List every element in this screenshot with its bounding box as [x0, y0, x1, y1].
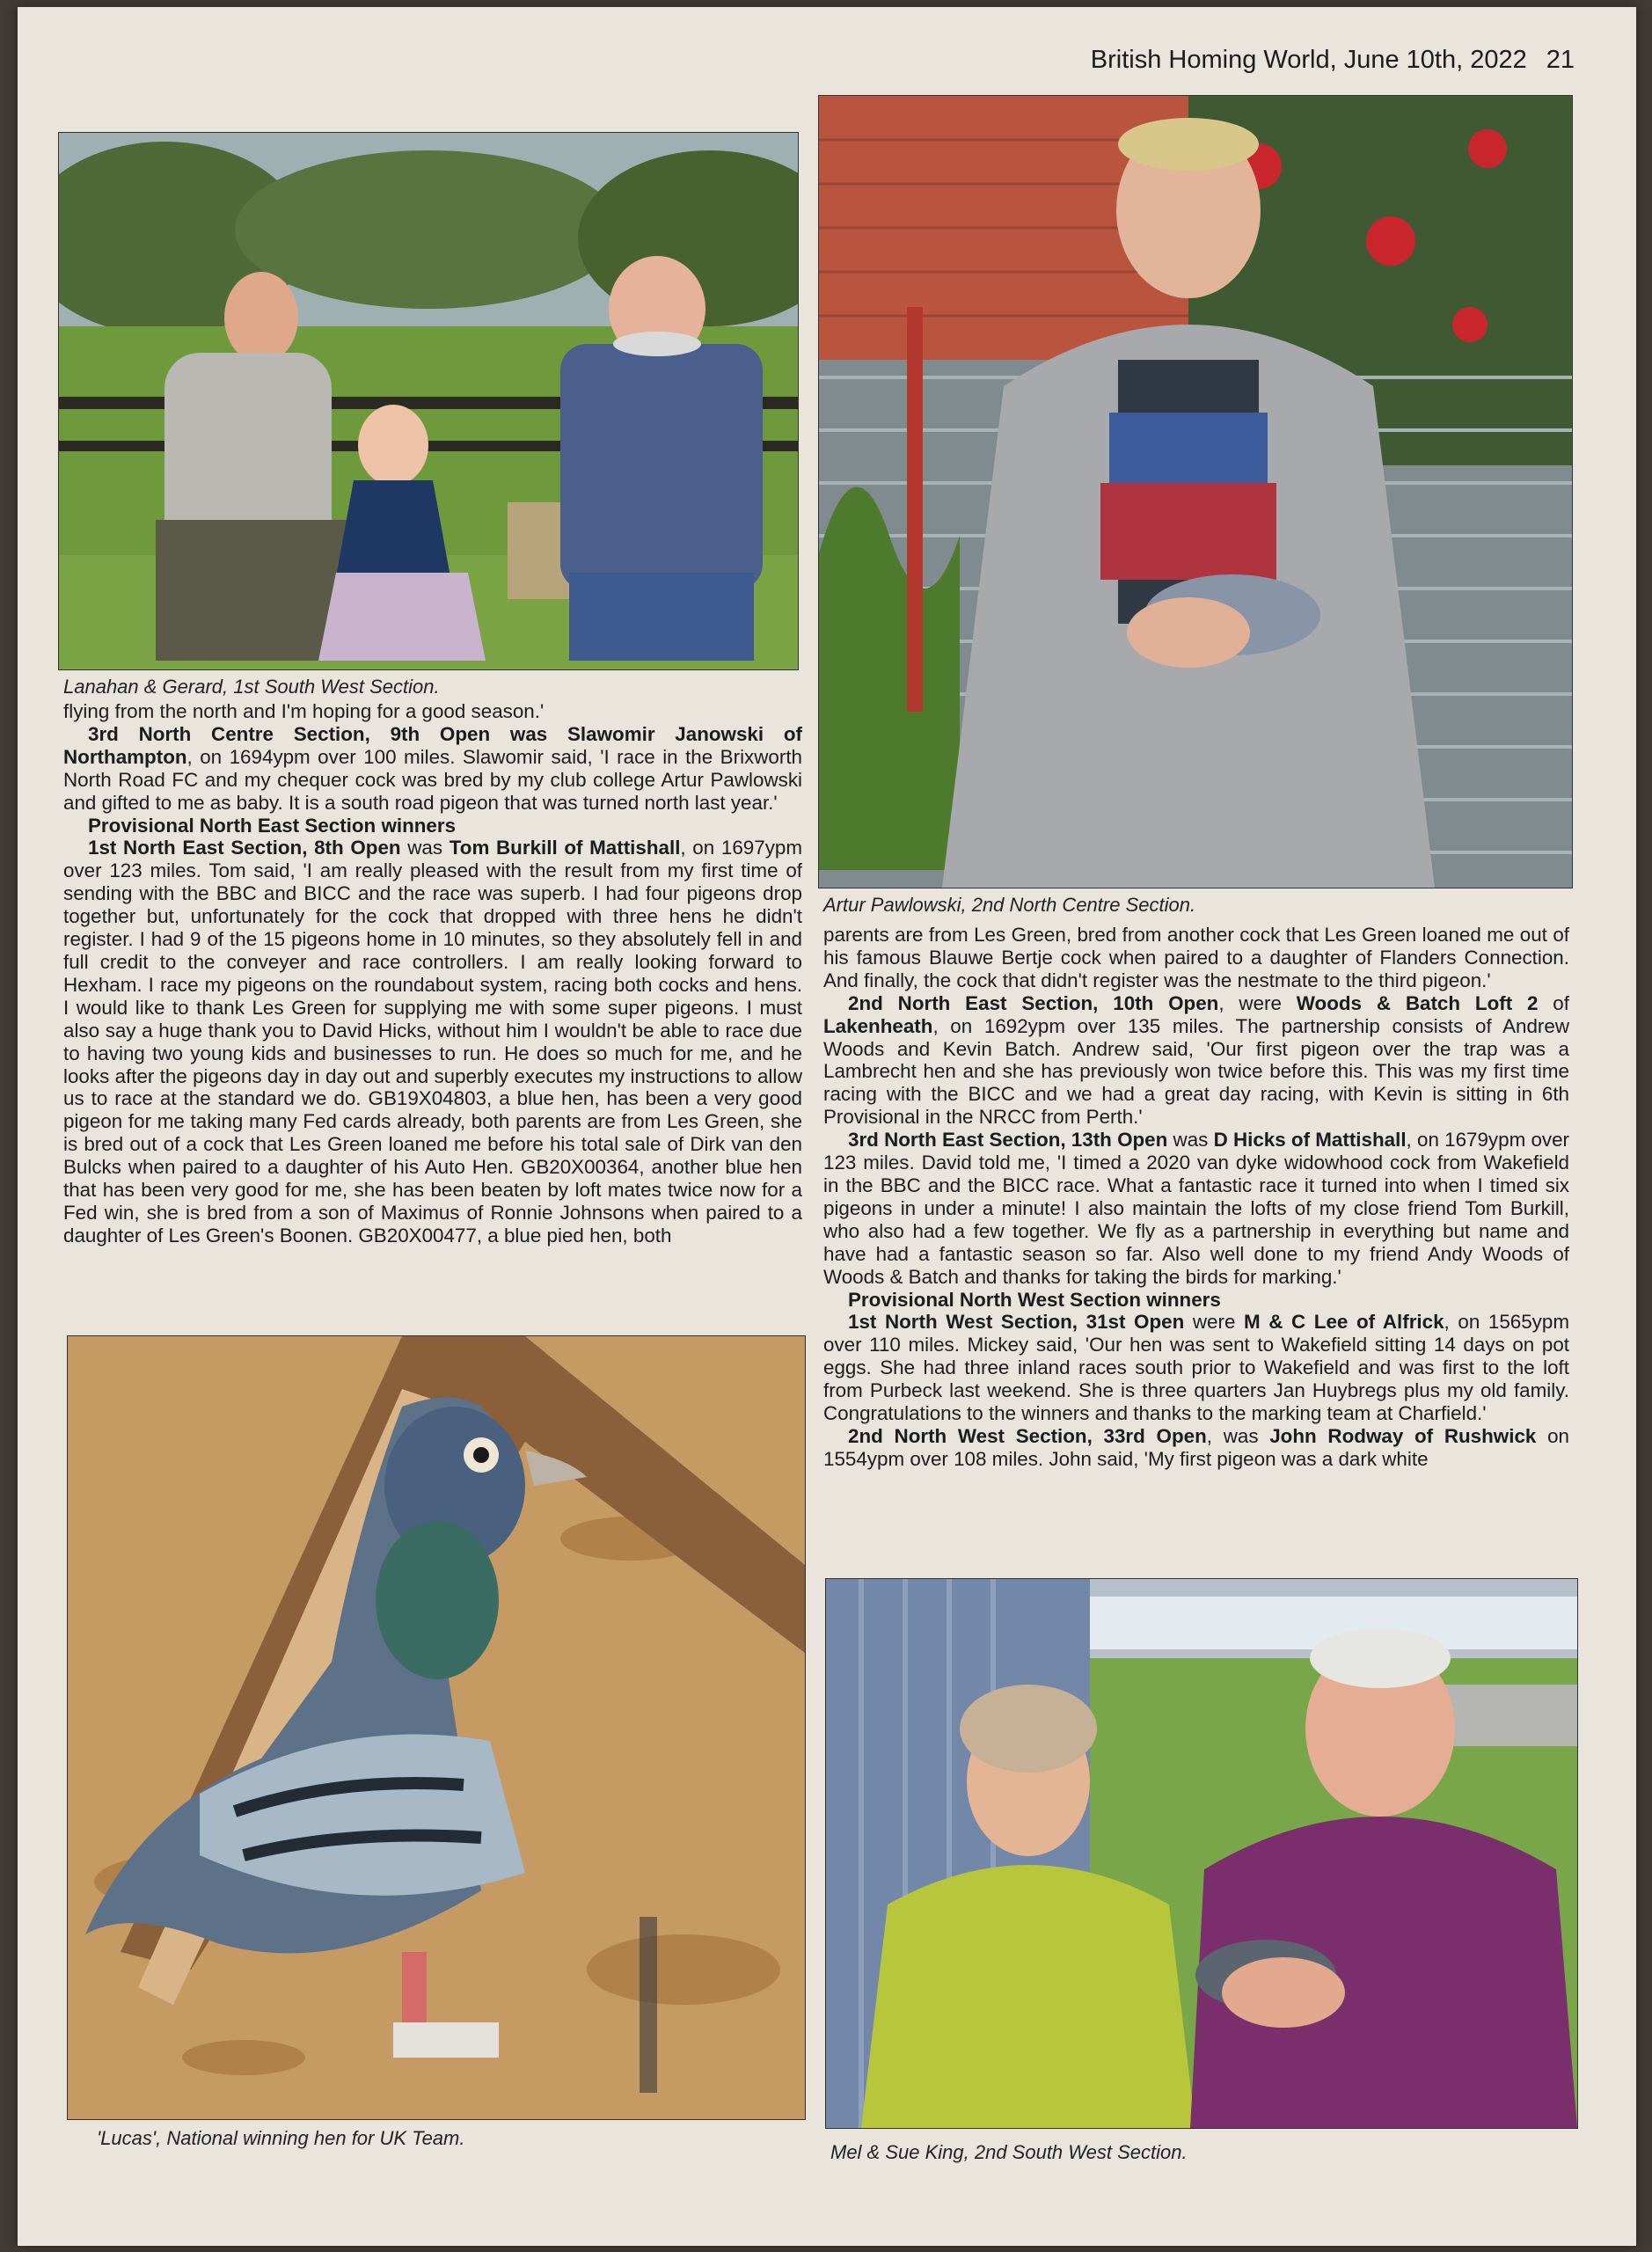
photo-lanahan-gerard: [58, 132, 799, 670]
result-heading: 1st North East Section, 8th Open: [88, 837, 401, 859]
section-subheading: Provisional North West Section winners: [848, 1288, 1221, 1311]
result-heading: 2nd North East Section, 10th Open: [848, 991, 1219, 1014]
paragraph-text: was: [1167, 1129, 1214, 1152]
result-heading: 3rd North Centre Section, 9th Open was Slawomir Janowski of Northampton: [63, 722, 802, 768]
paragraph-text: , was: [1206, 1424, 1270, 1447]
caption-lucas-pigeon: 'Lucas', National winning hen for UK Team.: [97, 2127, 465, 2149]
section-subheading: Provisional North East Section winners: [88, 814, 457, 837]
photo-artur-pawlowski: [818, 95, 1573, 888]
paragraph: flying from the north and I'm hoping for a good season.': [63, 700, 545, 722]
caption-mel-sue-king: Mel & Sue King, 2nd South West Section.: [830, 2141, 1188, 2163]
paragraph-text: , on 1694ypm over 100 miles. Slawomir said, 'I race in the Brixworth North Road FC and my chequer cock was bred by my club college Artur Pawlowski and gifted to me as baby. It is a south road pigeon that was turned north last year.': [63, 745, 802, 814]
paragraph: [63, 723, 802, 815]
paragraph-text: , were: [1218, 991, 1297, 1014]
left-text-column: [63, 700, 802, 1247]
newspaper-page: [18, 7, 1636, 2246]
page-number: 21: [1546, 46, 1575, 74]
winner-name: M & C Lee of Alfrick: [1244, 1311, 1444, 1334]
publication-line: British Homing World, June 10th, 2022: [1090, 46, 1527, 74]
paragraph-text: , on 1697ypm over 123 miles. Tom said, 'I am really pleased with the result from my first time of sending with the BBC and BICC and the race was superb. I had four pigeons drop together but, unfortunately for the cock that dropped with three hens he didn't register. I had 9 of the 15 pigeons home in 10 minutes, so they absolutely fell in and full credit to the conveyer and race controllers. I am really looking forward to Hexham. I race my pigeons on the roundabout system, racing both cocks and hens. I would like to thank Les Green for supplying me with some super pigeons. I must also say a huge thank you to David Hicks, without him I wouldn't be able to race due to having two young kids and businesses to run. He does so much for me, and he looks after the pigeons day in day out and superbly executes my instructions to allow us to race at the standard we do. GB19X04803, a blue hen, has been a very good pigeon for me taking many Fed cards already, both parents are from Les Green, she is bred out of a cock that Les Green loaned me before his total sale of Dirk van den Bulcks when paired to a daughter of his Auto Hen. GB20X00364, another blue hen that has been very good for me, she has been beaten by loft mates twice now for a Fed win, she is bred from a son of Maximus of Ronnie Johnsons when paired to a daughter of Les Green's Boonen. GB20X00477, a blue pied hen, both: [63, 837, 802, 1247]
paragraph-text: , on 1565ypm over 110 miles. Mickey said, 'Our hen was sent to Wakefield sitting 14 days on pot eggs. She had three inland races south prior to Wakefield and was first to the loft from Purbeck last weekend. She is three quarters Jan Huybregs plus my old family. Congratulations to the winners and thanks to the marking team at Charfield.': [823, 1311, 1569, 1425]
winner-name: D Hicks of Mattishall: [1213, 1129, 1407, 1152]
photo-mel-sue-king: [825, 1578, 1578, 2129]
winner-name: Tom Burkill of Mattishall: [449, 837, 681, 859]
result-heading: 2nd North West Section, 33rd Open: [848, 1424, 1207, 1447]
result-heading: 3rd North East Section, 13th Open: [848, 1129, 1168, 1152]
paragraph-text: was: [400, 837, 450, 859]
paragraph-text: on 1554ypm over 108 miles. John said, 'My first pigeon was a dark white: [823, 1424, 1569, 1470]
paragraph: [823, 992, 1569, 1129]
caption-lanahan-gerard: Lanahan & Gerard, 1st South West Section.: [63, 676, 440, 698]
photo-lucas-pigeon: [67, 1335, 806, 2120]
caption-artur-pawlowski: Artur Pawlowski, 2nd North Centre Section.: [823, 894, 1196, 916]
paragraph-text: , on 1679ypm over 123 miles. David told me, 'I timed a 2020 van dyke widowhood cock from Wakefield in the BBC and the BICC race. What a fantastic race it turned into when I timed six pigeons in under a minute! I also maintain the lofts of my close friend Tom Burkill, who also had a few together. We fly as a partnership in everything but name and have had a fantastic season so far. Also well done to my friend Andy Woods of Woods & Batch and thanks for taking the birds for marking.': [823, 1129, 1570, 1288]
paragraph-text: of: [1538, 991, 1569, 1014]
winner-location: Lakenheath: [823, 1014, 933, 1037]
paragraph: [63, 837, 802, 1247]
paragraph: [823, 1311, 1569, 1425]
paragraph: parents are from Les Green, bred from another cock that Les Green loaned me out of his famous Blauwe Bertje cock when paired to a daughter of Flanders Connection. And finally, the cock that didn't register was the nestmate to the third pigeon.': [823, 924, 1569, 991]
paragraph: [823, 1425, 1569, 1471]
winner-name: John Rodway of Rushwick: [1269, 1424, 1537, 1447]
paragraph-text: were: [1184, 1311, 1244, 1334]
right-text-column: [823, 924, 1569, 1471]
page-header: [1091, 46, 1575, 75]
result-heading: 1st North West Section, 31st Open: [848, 1311, 1185, 1334]
winner-name: Woods & Batch Loft 2: [1296, 991, 1539, 1014]
paragraph-text: , on 1692ypm over 135 miles. The partnership consists of Andrew Woods and Kevin Batch. Andrew said, 'Our first pigeon over the trap was a Lambrecht hen and she has previously won twice before this. This was my first time racing with the BICC and we had a great day racing, with Kevin is sitting in 6th Provisional in the NRCC from Perth.': [823, 1014, 1569, 1129]
paragraph: [823, 1129, 1569, 1288]
